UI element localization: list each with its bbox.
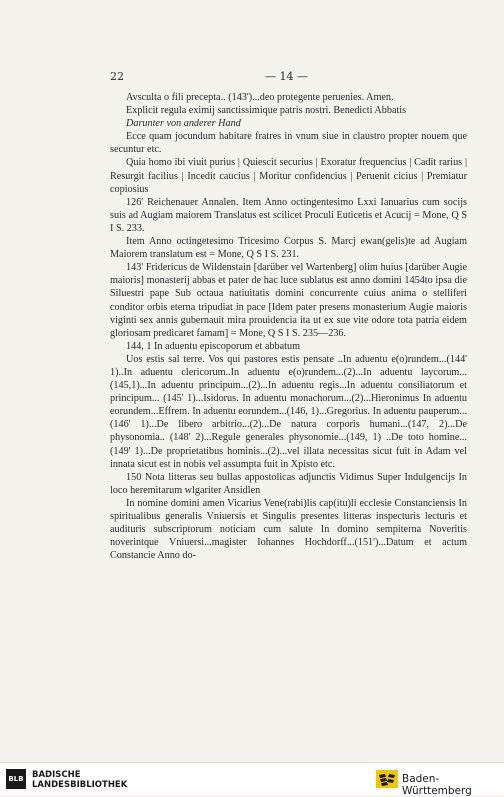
paragraph-note: Darunter von anderer Hand <box>126 118 241 130</box>
paragraph: Explicit regula eximij sanctissimique patris nostri. Benedicti Abbatis <box>126 105 407 117</box>
paragraph: 150 Nota litteras seu bullas appostolicas adjunctis Vidimus Super Indulgencijs In loco heremitarum wlgariter Ansidlen <box>110 471 467 496</box>
paragraph: Quia homo ibi viuit purius | Quiescit securius | Exoratur frequencius | Cadit rarius | Resurgit facilius | Incedit caucius | Moritur confidencius | Peruenit cicius | Premiatur copiosius <box>110 157 467 195</box>
library-name <box>32 770 127 790</box>
document-body <box>110 91 467 562</box>
paragraph: Ecce quam jocundum habitare fratres in vnum siue in claustro propter nouem que secuntur etc. <box>110 131 467 156</box>
paragraph: Item Anno octingetesimo Tricesimo Corpus S. Marcj ewan(gelis)te ad Augiam Maiorem translatum est = Mone, Q S I S. 231. <box>110 236 467 261</box>
page-header <box>110 70 465 84</box>
state-emblem-icon <box>376 770 398 788</box>
library-name-line2: LANDESBIBLIOTHEK <box>32 780 128 790</box>
library-name-line1: BADISCHE <box>32 770 81 780</box>
inner-page-number: — 14 — <box>265 70 308 83</box>
paragraph: Avscultа o fili precepta.. (143')...deo protegente peruenies. Amen. <box>126 92 394 103</box>
page-number: 22 <box>110 70 124 83</box>
state-name: Baden-Württemberg <box>402 773 472 797</box>
section-heading: 144, 1 In aduentu episcoporum et abbatum <box>126 340 300 352</box>
paragraph: In nomine domini amen Vicarius Vene(rabi)lis cap(itu)li ecclesie Constanciensis In spiritualibus generalis Vniuersis et Singulis presentes litteras inspecturis lecturis et audituris subscriptorum noticiam cum salute In domino sempiterna Noveritis noverintque Vniuersi...magister Iohannes Hochdorff...(151')...Datum et actum Constancie Anno do- <box>110 497 467 562</box>
paragraph: Uos estis sal terre. Vos qui pastores estis pensate ..In aduentu e(o)rundem...(144' 1)..In aduentu clericorum..In aduentu e(o)rundem...(2)...In aduentu laycorum...(145,1)...In aduentu principum...(2)...In aduentu regis...In aduentu consiliatorum et principum... (145' 1)...Isidorus. In aduentu monachorum...(2)...Hieronimus In aduentu eorundem...Effrem. In aduentu eorundem...(146, 1)...Gregorius. In aduentu pauperum...(146' 1)...De libero arbitrio...(2)...De natura corporis humani...(147, 2)...De physonomia.. (148' 2)...Regule generales physonomie...(149, 1) ..De toto homine...(149' 1)...De proprietatibus hominis...(2)...vel illata necessitas sicut fuit in Adam vel innata sicut est in nobis vel assumpta fuit in Xpisto etc. <box>110 353 467 470</box>
footer-bar <box>0 762 504 795</box>
paragraph: 143' Fridericus de Wildenstain [darüber vel Wartenberg] olim huius [darüber Augie maioris] monasterij abbas et pater de hac luce sublatus est anno domini 1454to ipsa die Siluestri pape Sub octaua natiuitatis domini concurrente cuius anima o stelliferi conditor orbis eterna tripudiat in pace [Idem pater presens monasterium Augie maioris viginti sex annis gubernauit mira prouidencia ita ut ex sue vite odore tota patria eidem gloriosam predicaret famam] = Mone, Q S I S. 235—236. <box>110 262 467 339</box>
paragraph: 126' Reichenauer Annalen. Item Anno octingentesimo Lxxi Ianuarius cum socijs suis ad Augiam maiorem Translatus est scilicet Proculi Euticetis et Acucij = Mone, Q S I S. 233. <box>110 196 467 234</box>
blb-logo-icon: BLB <box>6 769 26 789</box>
